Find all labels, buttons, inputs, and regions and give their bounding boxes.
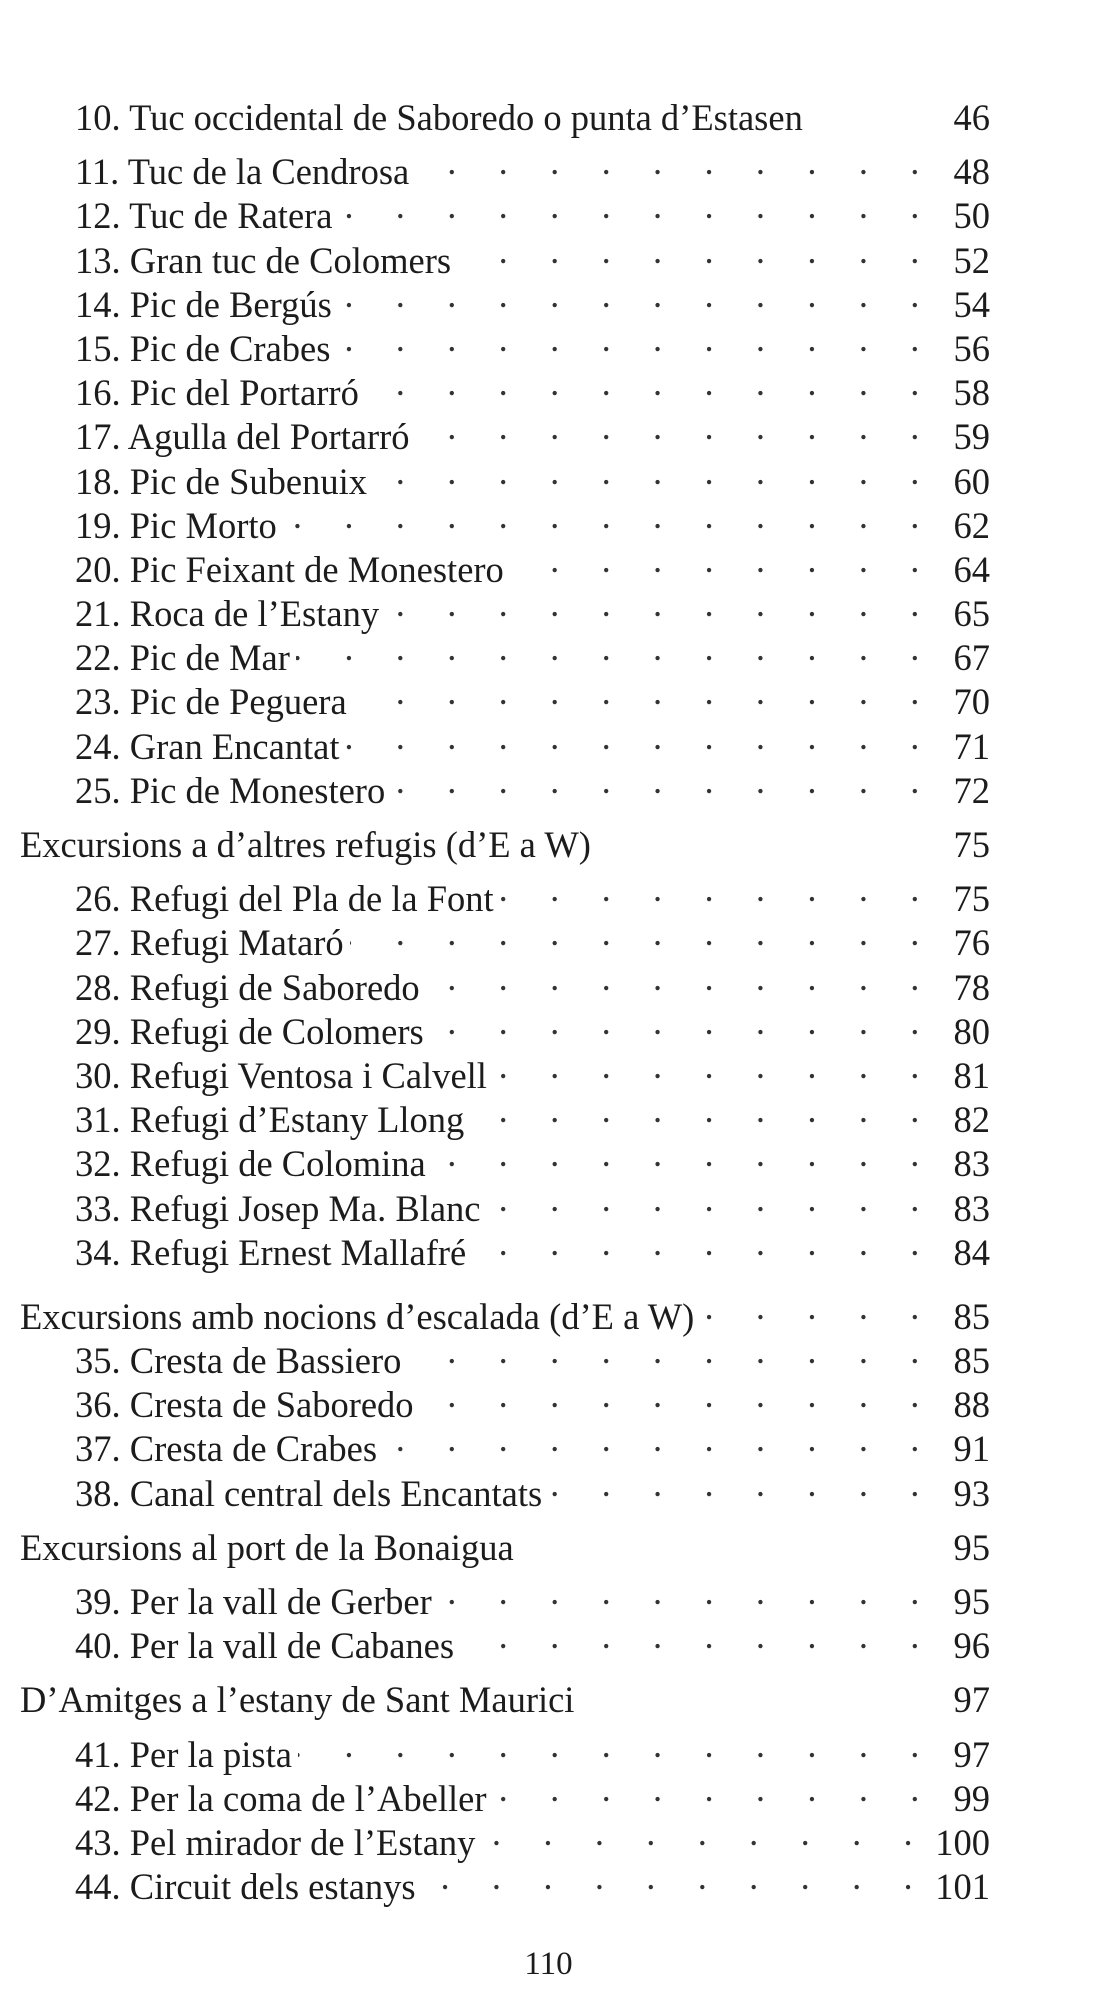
toc-entry-title: 36. Cresta de Saboredo	[75, 1384, 414, 1426]
toc-entry	[20, 867, 990, 920]
toc-entry-title: 26. Refugi del Pla de la Font	[75, 878, 494, 920]
toc-entry-page: 96	[953, 1625, 990, 1667]
toc-entry-title: 35. Cresta de Bassiero	[75, 1340, 402, 1382]
toc-entry-title: 33. Refugi Josep Ma. Blanc	[75, 1187, 481, 1229]
toc-entry-page: 82	[953, 1099, 990, 1141]
dot-leader	[350, 911, 936, 955]
toc-entry-title: 24. Gran Encantat	[75, 725, 340, 767]
toc-entry-title: 22. Pic de Mar	[75, 637, 290, 679]
toc-section-title: Excursions al port de la Bonaigua	[20, 1526, 514, 1568]
toc-entry	[20, 1723, 990, 1775]
toc-entry-page: 72	[953, 769, 990, 811]
toc-entry-title: 32. Refugi de Colomina	[75, 1143, 426, 1185]
toc-section-heading	[20, 1678, 990, 1722]
dot-leader	[339, 184, 937, 228]
toc-section-page: 97	[953, 1679, 990, 1721]
toc-entry-page: 48	[953, 151, 990, 193]
toc-section-heading	[20, 1526, 990, 1570]
toc-entry-title: 34. Refugi Ernest Mallafré	[75, 1231, 467, 1273]
dot-leader	[383, 1417, 936, 1461]
dot-leader	[470, 1088, 936, 1132]
toc-entry-page: 50	[953, 195, 990, 237]
toc-entry	[20, 1570, 990, 1622]
toc-entry-page: 101	[935, 1866, 990, 1908]
toc-entry-page: 97	[953, 1733, 990, 1775]
dot-leader	[460, 1614, 936, 1658]
dot-leader	[422, 1855, 930, 1899]
toc-entry-title: 19. Pic Morto	[75, 504, 277, 546]
toc-entry-title: 17. Agulla del Portarró	[75, 416, 410, 458]
toc-entry-page: 91	[953, 1428, 990, 1470]
toc-entry-page: 100	[935, 1821, 990, 1863]
dot-leader	[385, 582, 936, 626]
toc-entry-title: 37. Cresta de Crabes	[75, 1428, 378, 1470]
toc-section-page: 75	[953, 824, 990, 865]
toc-entry-page: 84	[953, 1231, 990, 1273]
toc-entry-page: 62	[953, 504, 990, 546]
toc-entry-title: 20. Pic Feixant de Monestero	[75, 548, 504, 590]
toc-entry-title: 29. Refugi de Colomers	[75, 1010, 424, 1052]
toc-entry-page: 83	[953, 1187, 990, 1229]
toc-entry-title: 14. Pic de Bergús	[75, 283, 332, 325]
toc-entry-title: 13. Gran tuc de Colomers	[75, 239, 452, 281]
dot-leader	[420, 1373, 936, 1417]
toc-entry-title: 18. Pic de Subenuix	[75, 460, 367, 502]
toc-entry-page: 67	[953, 637, 990, 679]
dot-leader	[346, 715, 936, 759]
dot-leader	[510, 538, 936, 582]
toc-entry-page: 88	[953, 1384, 990, 1426]
toc-entry-page: 81	[953, 1054, 990, 1096]
toc-entry-page: 76	[953, 922, 990, 964]
toc-section-heading	[20, 823, 990, 867]
toc-entry-title: 30. Refugi Ventosa i Calvell	[75, 1054, 487, 1096]
toc-entry-page: 58	[953, 372, 990, 414]
table-of-contents	[20, 96, 990, 1908]
dot-leader	[426, 956, 936, 1000]
toc-entry-title: 43. Pel mirador de l’Estany	[75, 1821, 476, 1863]
toc-entry-page: 59	[953, 416, 990, 458]
dot-leader	[548, 1462, 936, 1506]
toc-entry-page: 60	[953, 460, 990, 502]
toc-section-title: Excursions amb nocions d’escalada (d’E a W)	[20, 1295, 695, 1337]
toc-entry	[20, 96, 990, 140]
dot-leader	[700, 1285, 936, 1329]
toc-entry-title: 31. Refugi d’Estany Llong	[75, 1099, 465, 1141]
toc-entry-title: 27. Refugi Mataró	[75, 922, 344, 964]
toc-entry-page: 99	[953, 1777, 990, 1819]
toc-entry	[20, 140, 990, 193]
dot-leader	[432, 1132, 936, 1176]
dot-leader	[407, 1329, 936, 1373]
dot-leader	[415, 140, 936, 184]
toc-entry-title: 21. Roca de l’Estany	[75, 593, 380, 635]
dot-leader	[391, 759, 936, 803]
toc-entry-title: 15. Pic de Crabes	[75, 327, 331, 369]
toc-entry-title: 10. Tuc occidental de Saboredo o punta d’Estasen	[75, 97, 803, 138]
dot-leader	[336, 317, 936, 361]
toc-entry-page: 64	[953, 548, 990, 590]
toc-entry-title: 38. Canal central dels Encantats	[75, 1472, 543, 1514]
dot-leader	[298, 1723, 936, 1767]
toc-section-title: Excursions a d’altres refugis (d’E a W)	[20, 824, 591, 865]
toc-entry-title: 23. Pic de Peguera	[75, 681, 347, 723]
dot-leader	[481, 1811, 929, 1855]
dot-leader	[416, 405, 936, 449]
toc-entry-title: 39. Per la vall de Gerber	[75, 1581, 432, 1622]
toc-entry-page: 52	[953, 239, 990, 281]
toc-section-heading	[20, 1285, 990, 1337]
toc-section-page: 95	[953, 1526, 990, 1568]
toc-entry-page: 75	[953, 878, 990, 920]
dot-leader	[338, 273, 936, 317]
dot-leader	[438, 1570, 936, 1614]
dot-leader	[353, 670, 936, 714]
dot-leader	[296, 626, 936, 670]
page-number: 110	[524, 1946, 573, 1982]
toc-entry-title: 42. Per la coma de l’Abeller	[75, 1777, 487, 1819]
toc-section-title: D’Amitges a l’estany de Sant Maurici	[20, 1679, 575, 1721]
toc-entry-title: 25. Pic de Monestero	[75, 769, 386, 811]
dot-leader	[487, 1177, 937, 1221]
toc-entry-title: 12. Tuc de Ratera	[75, 195, 333, 237]
dot-leader	[365, 361, 936, 405]
toc-entry-page: 95	[953, 1581, 990, 1622]
toc-entry-page: 71	[953, 725, 990, 767]
toc-entry-title: 16. Pic del Portarró	[75, 372, 359, 414]
toc-entry-page: 65	[953, 593, 990, 635]
toc-entry-page: 93	[953, 1472, 990, 1514]
toc-entry-title: 40. Per la vall de Cabanes	[75, 1625, 455, 1667]
toc-entry-page: 80	[953, 1010, 990, 1052]
toc-section-page: 85	[953, 1295, 990, 1337]
dot-leader	[493, 1044, 936, 1088]
toc-entry-page: 85	[953, 1340, 990, 1382]
toc-entry-page: 83	[953, 1143, 990, 1185]
toc-entry-title: 44. Circuit dels estanys	[75, 1866, 416, 1908]
dot-leader	[430, 1000, 936, 1044]
toc-entry-title: 28. Refugi de Saboredo	[75, 966, 420, 1008]
toc-entry-page: 54	[953, 283, 990, 325]
dot-leader	[492, 1767, 936, 1811]
dot-leader	[283, 494, 936, 538]
dot-leader	[457, 229, 936, 273]
toc-entry-page: 56	[953, 327, 990, 369]
toc-entry-page: 46	[953, 97, 990, 138]
dot-leader	[500, 867, 936, 911]
toc-entry-page: 70	[953, 681, 990, 723]
dot-leader	[472, 1221, 936, 1265]
dot-leader	[373, 450, 936, 494]
toc-entry-page: 78	[953, 966, 990, 1008]
toc-entry-title: 41. Per la pista	[75, 1733, 292, 1775]
toc-entry-title: 11. Tuc de la Cendrosa	[75, 151, 410, 193]
